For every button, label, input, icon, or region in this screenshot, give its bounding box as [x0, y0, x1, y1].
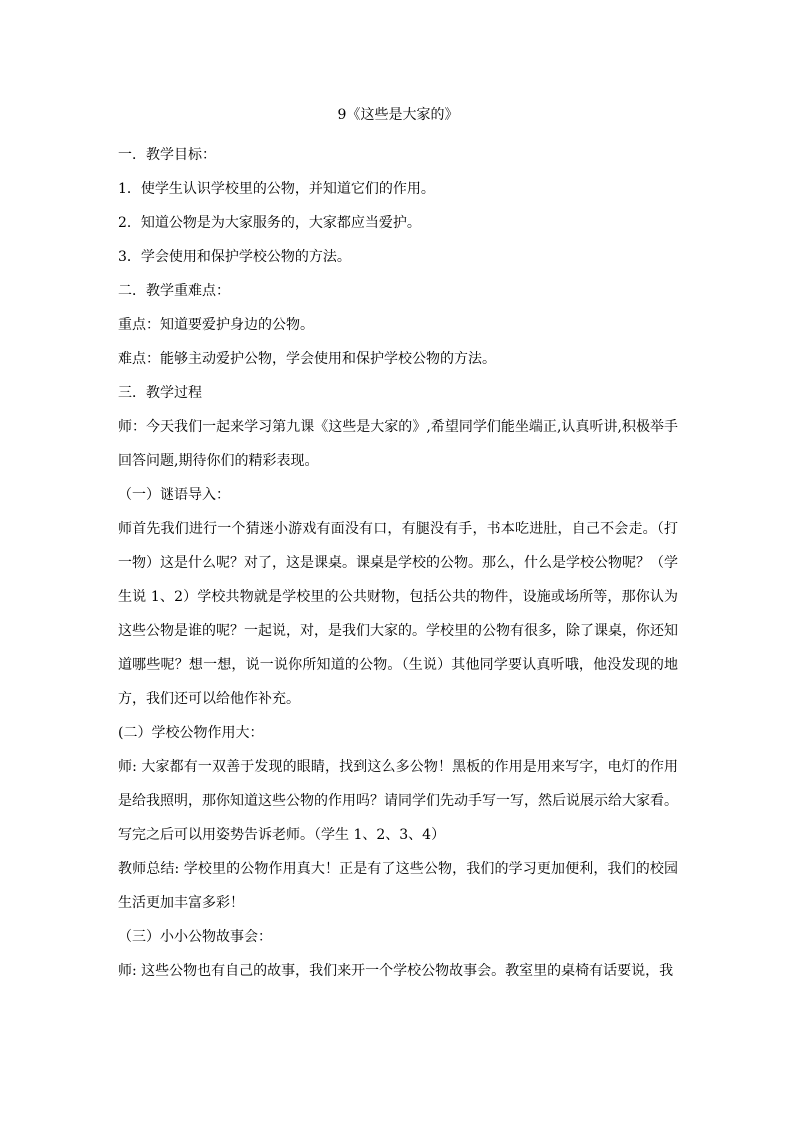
subsection-heading-riddle: （一）谜语导入：	[118, 487, 230, 503]
subsection-heading-usefulness: (二）学校公物作用大：	[118, 725, 264, 741]
objective-item-1: 1．使学生认识学校里的公物，并知道它们的作用。	[118, 181, 435, 197]
objective-item-3: 3．学会使用和保护学校公物的方法。	[118, 249, 351, 265]
section-heading-objectives: 一．教学目标：	[118, 147, 216, 163]
story-paragraph: 师: 这些公物也有自己的故事，我们来开一个学校公物故事会。教室里的桌椅有话要说，我	[118, 963, 674, 979]
subsection-heading-story: （三）小小公物故事会：	[118, 929, 272, 945]
difficult-point: 难点：能够主动爱护公物，学会使用和保护学校公物的方法。	[118, 351, 496, 367]
section-heading-process: 三．教学过程	[118, 385, 202, 401]
objective-item-2: 2．知道公物是为大家服务的，大家都应当爱护。	[118, 215, 421, 231]
teacher-summary-paragraph: 教师总结: 学校里的公物作用真大！正是有了这些公物，我们的学习更加便利，我们的校园生活更加丰富多彩！	[118, 861, 678, 911]
riddle-paragraph: 师首先我们进行一个猜迷小游戏有面没有口，有腿没有手，书本吃进肚，自己不会走。（打一物）这是什么呢？对了，这是课桌。课桌是学校的公物。那么，什么是学校公物呢？（学生说 1、2）学校共物就是学校里的公共财物，包括公共的物件，设施或场所等，那你认为这些公物是谁的呢？一起说，对，是我们大家的。学校里的公物有很多，除了课桌，你还知道哪些呢？想一想，说一说你所知道的公物。（生说）其他同学要认真听哦，他没发现的地方，我们还可以给他作补充。	[118, 521, 678, 707]
section-heading-key-points: 二．教学重难点：	[118, 283, 230, 299]
document-page	[118, 104, 678, 988]
usefulness-paragraph: 师: 大家都有一双善于发现的眼睛，找到这么多公物！黑板的作用是用来写字，电灯的作用是给我照明，那你知道这些公物的作用吗？请同学们先动手写一写，然后说展示给大家看。写完之后可以用姿势告诉老师。（学生 1、2、3、4）	[118, 759, 678, 843]
document-title: 9《这些是大家的》	[337, 107, 459, 123]
teacher-intro-paragraph: 师：今天我们一起来学习第九课《这些是大家的》,希望同学们能坐端正,认真听讲,积极举手回答问题,期待你们的精彩表现。	[118, 419, 678, 469]
key-point: 重点：知道要爱护身边的公物。	[118, 317, 314, 333]
